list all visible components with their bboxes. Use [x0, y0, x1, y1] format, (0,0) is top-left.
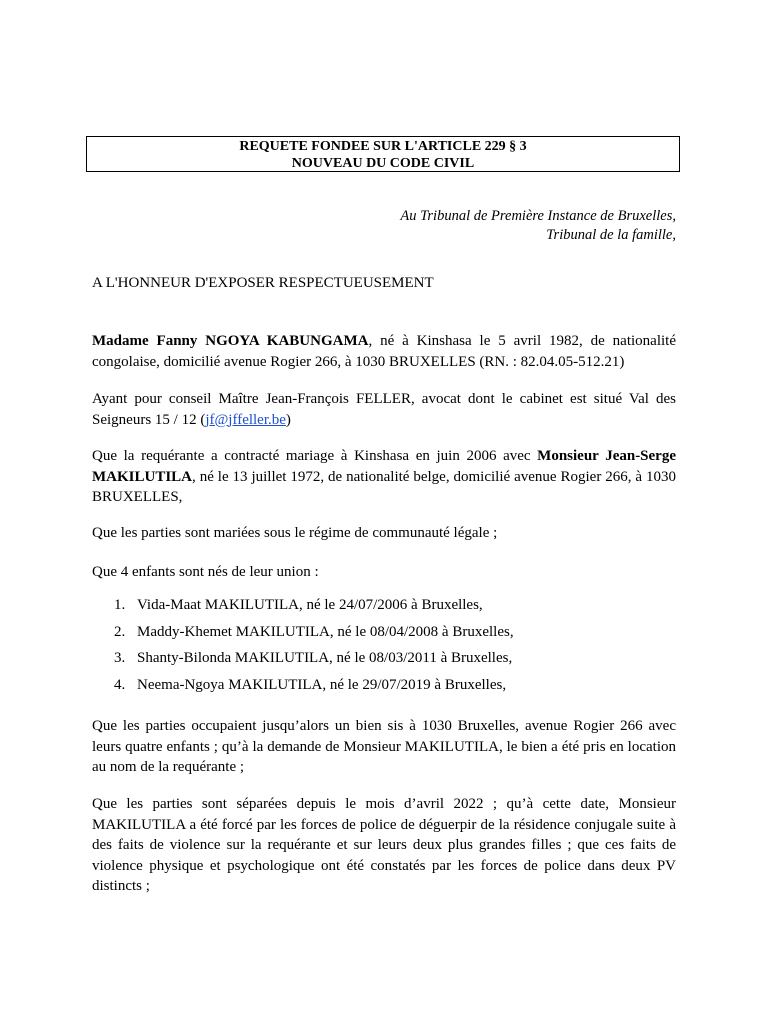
applicant-name: Madame Fanny NGOYA KABUNGAMA — [92, 333, 369, 349]
marriage-paragraph — [92, 446, 676, 508]
residence-paragraph: Que les parties occupaient jusqu’alors un bien sis à 1030 Bruxelles, avenue Rogier 266 avec leurs quatre enfants ; qu’à la demande de Monsieur MAKILUTILA, le bien a été pris en location au nom de la requérante ; — [92, 718, 676, 775]
intro-heading: A L'HONNEUR D'EXPOSER RESPECTUEUSEMENT — [92, 275, 434, 291]
children-intro: Que 4 enfants sont nés de leur union : — [92, 564, 319, 580]
counsel-email-link[interactable]: jf@jffeller.be — [205, 411, 286, 428]
marriage-details: , né le 13 juillet 1972, de nationalité belge, domicilié avenue Rogier 266, à 1030 BRUXELLES, — [92, 468, 676, 505]
children-list — [114, 595, 674, 702]
list-item-number: 4. — [114, 677, 126, 694]
list-item-text: Shanty-Bilonda MAKILUTILA, né le 08/03/2011 à Bruxelles, — [137, 650, 513, 667]
list-item — [114, 622, 674, 649]
counsel-text: Ayant pour conseil Maître Jean-François FELLER, avocat dont le cabinet est situé Val des Seigneurs 15 / 12 ( — [92, 391, 676, 428]
addressee-chamber: Tribunal de la famille, — [546, 227, 676, 243]
list-item — [114, 648, 674, 675]
list-item-text: Maddy-Khemet MAKILUTILA, né le 08/04/2008 à Bruxelles, — [137, 623, 514, 640]
regime-paragraph: Que les parties sont mariées sous le régime de communauté légale ; — [92, 525, 498, 541]
spouse-name: Monsieur Jean-Serge MAKILUTILA — [92, 448, 677, 485]
list-item-text: Vida-Maat MAKILUTILA, né le 24/07/2006 à Bruxelles, — [137, 597, 483, 613]
list-item-number: 1. — [114, 597, 126, 613]
title-line-2: NOUVEAU DU CODE CIVIL — [291, 156, 475, 171]
applicant-details: , né à Kinshasa le 5 avril 1982, de nationalité congolaise, domicilié avenue Rogier 266, à 1030 BRUXELLES (RN. : 82.04.05-512.21) — [92, 333, 676, 370]
separation-paragraph: Que les parties sont séparées depuis le mois d’avril 2022 ; qu’à cette date, Monsieur MAKILUTILA a été forcé par les forces de police de déguerpir de la résidence conjugale suite à des faits de violence sur la requérante et sur leurs deux plus grandes filles ; que ces faits de violence physique et psychologique ont été constatés par les forces de police dans deux PV distincts ; — [92, 796, 676, 894]
addressee-court: Au Tribunal de Première Instance de Bruxelles, — [400, 208, 676, 224]
document-title-box — [86, 136, 680, 172]
marriage-text: Que la requérante a contracté mariage à Kinshasa en juin 2006 avec — [92, 448, 538, 464]
list-item — [114, 595, 674, 622]
list-item-number: 2. — [114, 623, 126, 640]
list-item — [114, 675, 674, 702]
addressee — [256, 207, 676, 245]
title-line-1: REQUETE FONDEE SUR L'ARTICLE 229 § 3 — [239, 139, 527, 154]
counsel-text-end: ) — [285, 411, 291, 428]
list-item-number: 3. — [114, 650, 126, 667]
list-item-text: Neema-Ngoya MAKILUTILA, né le 29/07/2019 à Bruxelles, — [137, 677, 507, 694]
counsel-paragraph — [92, 389, 676, 430]
applicant-paragraph — [92, 331, 676, 372]
